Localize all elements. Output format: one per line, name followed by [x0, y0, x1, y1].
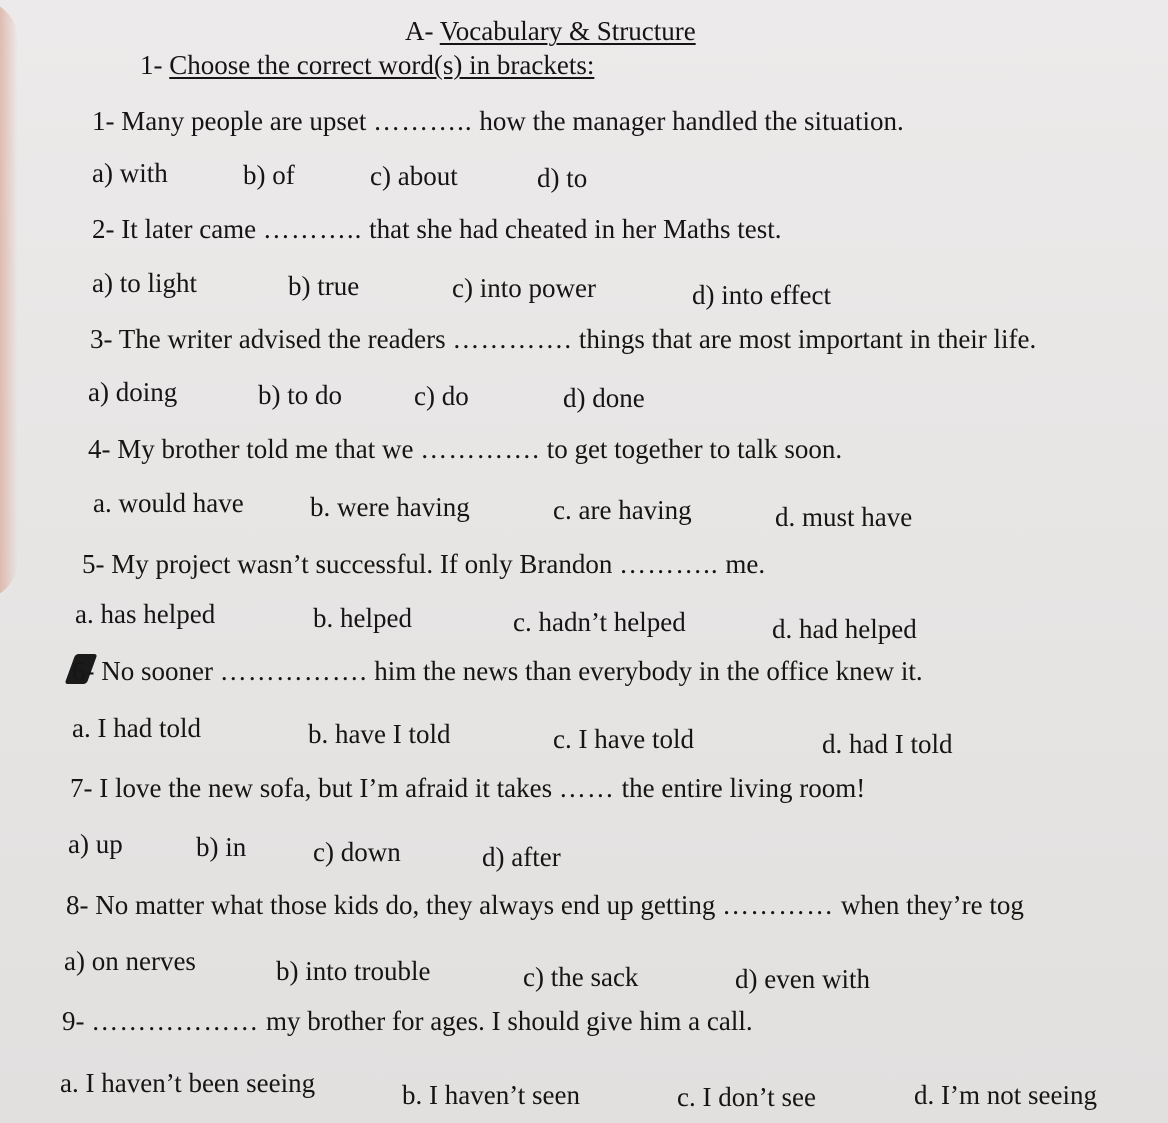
question-text-after: how the manager handled the situation.: [479, 106, 904, 136]
option-d[interactable]: d) done: [563, 383, 645, 413]
answer-blank: ………….: [452, 324, 573, 354]
option-c[interactable]: c) down: [313, 837, 401, 867]
option-d[interactable]: d) after: [482, 842, 561, 872]
option-a[interactable]: a) to light: [92, 268, 197, 298]
question-2: [92, 214, 782, 245]
answer-blank: ………..: [262, 214, 363, 244]
question-number: 8-: [66, 890, 89, 920]
option-c[interactable]: c) do: [414, 381, 469, 411]
answer-blank: ………..: [619, 549, 719, 579]
option-c[interactable]: c) about: [370, 161, 458, 191]
question-text-after: to get together to talk soon.: [546, 434, 843, 464]
instruction: [140, 50, 594, 81]
answer-blank: ………..: [373, 106, 473, 136]
option-d[interactable]: d) into effect: [692, 280, 831, 310]
question-number: 3-: [90, 324, 113, 354]
option-b[interactable]: b) of: [243, 160, 295, 190]
question-text-before: No matter what those kids do, they always end up getting: [95, 890, 716, 920]
option-c[interactable]: c. I don’t see: [677, 1082, 816, 1112]
question-6: [72, 656, 923, 687]
answer-blank: ……: [558, 773, 615, 803]
option-b[interactable]: b) into trouble: [276, 956, 431, 986]
option-d[interactable]: d. must have: [775, 502, 913, 532]
question-text-after: when they’re tog: [840, 890, 1024, 920]
answer-blank: ………….: [420, 434, 540, 464]
question-number: 2-: [92, 214, 115, 244]
question-8: [66, 890, 1024, 921]
question-text-after: him the news than everybody in the office knew it.: [374, 656, 923, 686]
option-d[interactable]: d) to: [537, 163, 588, 193]
section-prefix: A-: [405, 16, 440, 46]
question-3: [90, 324, 1036, 355]
option-c[interactable]: c. hadn’t helped: [513, 607, 686, 637]
answer-blank: ………………: [91, 1006, 260, 1036]
option-b[interactable]: b) true: [288, 271, 360, 301]
question-text-before: Many people are upset: [121, 106, 367, 136]
option-c[interactable]: c. I have told: [553, 724, 694, 754]
instruction-text: Choose the correct word(s) in brackets:: [169, 50, 595, 80]
section-title-text: Vocabulary & Structure: [439, 16, 696, 46]
option-b[interactable]: b) to do: [258, 380, 342, 410]
question-text-before: It later came: [121, 214, 257, 244]
section-title: [405, 16, 696, 47]
question-number: 5-: [82, 549, 105, 579]
question-text-before: No sooner: [101, 656, 213, 686]
option-c[interactable]: c. are having: [553, 495, 692, 525]
question-text-before: My brother told me that we: [117, 434, 414, 464]
question-text-after: that she had cheated in her Maths test.: [369, 214, 782, 244]
option-b[interactable]: b. I haven’t seen: [402, 1080, 580, 1110]
option-a[interactable]: a) on nerves: [64, 946, 196, 976]
option-a[interactable]: a. I had told: [72, 713, 201, 743]
instruction-prefix: 1-: [140, 50, 170, 80]
option-a[interactable]: a) doing: [88, 377, 178, 407]
option-b[interactable]: b) in: [196, 832, 247, 862]
question-text-before: My project wasn’t successful. If only Brandon: [111, 549, 613, 579]
question-text-after: the entire living room!: [621, 773, 866, 803]
question-number: 6-: [72, 656, 95, 686]
question-text-before: I love the new sofa, but I’m afraid it takes: [99, 773, 553, 803]
question-number: 9-: [62, 1006, 85, 1036]
question-number: 1-: [92, 106, 115, 136]
question-text-after: me.: [725, 549, 766, 579]
question-9: [62, 1006, 753, 1037]
question-7: [70, 773, 865, 804]
option-d[interactable]: d) even with: [735, 964, 870, 994]
question-1: [92, 106, 904, 137]
option-d[interactable]: d. I’m not seeing: [914, 1080, 1097, 1110]
option-b[interactable]: b. were having: [310, 492, 470, 522]
option-c[interactable]: c) the sack: [523, 962, 639, 992]
option-d[interactable]: d. had I told: [822, 729, 953, 759]
option-a[interactable]: a. has helped: [75, 599, 216, 629]
option-a[interactable]: a) up: [68, 829, 123, 859]
question-text-before: The writer advised the readers: [118, 324, 446, 354]
option-a[interactable]: a. I haven’t been seeing: [60, 1068, 316, 1098]
question-text-after: things that are most important in their life.: [578, 324, 1037, 354]
option-a[interactable]: a. would have: [93, 488, 244, 518]
option-a[interactable]: a) with: [92, 158, 168, 188]
question-number: 4-: [88, 434, 111, 464]
option-c[interactable]: c) into power: [452, 273, 596, 303]
question-4: [88, 434, 842, 465]
option-d[interactable]: d. had helped: [772, 614, 917, 644]
question-text-after: my brother for ages. I should give him a call.: [266, 1006, 753, 1036]
answer-blank: …………: [722, 890, 835, 920]
question-number: 7-: [70, 773, 93, 803]
thumb-shadow: [0, 0, 18, 600]
question-5: [82, 549, 765, 580]
option-b[interactable]: b. have I told: [308, 719, 451, 749]
option-b[interactable]: b. helped: [313, 603, 412, 633]
answer-blank: …………….: [219, 656, 368, 686]
